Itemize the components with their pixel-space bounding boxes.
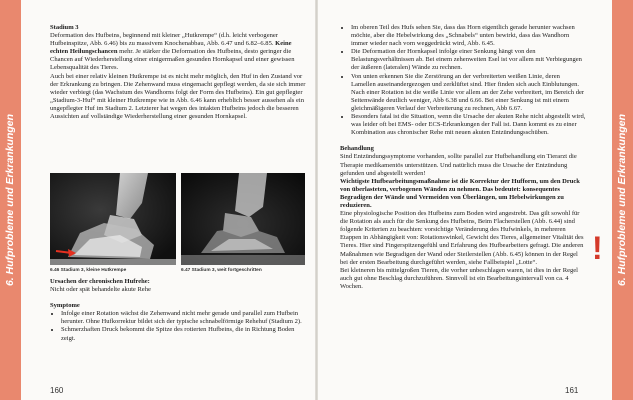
warning-exclamation-icon: ! [592, 230, 603, 266]
stage3-paragraph-2: Auch bei einer relativ kleinen Hutkrempe ist es nicht mehr möglich, den Huf in den Zustand vor der Erkrankung zu bringen. Die Zehenwand muss eingemacht gepflegt werden, da sie sich immer wieder verbiegt (das Wachstum des Wandhorns folgt der Form des Hufbeins). Ein gut gepflegter „Stadium-3-Huf“ mit kleiner Hutkrempe wie in Abb. 6.46 kann erheblich besser aussehen als ein ungepflegter Huf im Stadium 2. Letzterer hat wegen des intakten Hufbeins jedoch die besseren Aussichten auf vollständige Wiederherstellung einer gesunden Hornkapsel. [50, 72, 306, 121]
list-item: • Schmerzhaften Druck bekommt die Spitze des rotierten Hufbeins, die in Richtung Boden zeigt. [61, 326, 306, 342]
left-page-text [50, 24, 306, 121]
xray-image-advanced [181, 173, 305, 265]
list-item: • Von unten erkennen Sie die Zerstörung an der verbreiterten weißen Linie, deren Lamellen auseinandergezogen und zerklüftet sind. Hier finden sich auch Einblutungen. Nach einer Rotation ist die weiße Linie vor allem an der Zehe verbreitert, im Bereich der Seitenwände deutlich weniger, Abb 6.38 und 6.66. Bei einer Senkung ist mit einem gleichmäßigeren Verlauf der Verbreiterung zu rechnen, Abb 6.67. [351, 73, 586, 113]
list-item: • Die Deformation der Hornkapsel infolge einer Senkung hängt von den Belastungsverhältnissen ab. Bei einem zehenweiten Esel ist vor allem mit Verbiegungen der äußeren (lateralen) Wände zu rechnen. [351, 48, 586, 72]
chapter-tab-label: 6. Hufprobleme und Erkrankungen [4, 113, 16, 287]
left-page-lower-text [50, 278, 306, 343]
no-healing-emphasis: Keine echten Heilungschancen [50, 40, 292, 56]
stage3-heading: Stadium 3 [50, 24, 79, 31]
caption-6-46: 6.46 Stadium 3, kleine Hutkrempe [50, 268, 127, 273]
hoof-xray-drawing [50, 173, 176, 265]
xray-figures [50, 173, 305, 265]
list-item: • Im oberen Teil des Hufs sehen Sie, dass das Horn eigentlich gerade herunter wachsen möchte, aber die Hebelwirkung des „Schnabels“ unten bewirkt, dass das Wandhorn immer wieder nach vorn weggedrückt wird, Abb. 6.45. [351, 24, 586, 48]
symptoms-list [50, 310, 306, 342]
right-page-text [340, 24, 586, 291]
causes-text: Nicht oder spät behandelte akute Rehe [50, 286, 151, 294]
treatment-paragraph-1: Sind Entzündungssymptome vorhanden, sollte parallel zur Hufbehandlung ein Tierarzt die Therapie medikamentös unterstützen. Und natürlich muss die Ursache der Entzündung gefunden und abgestellt werden! [340, 153, 577, 177]
treatment-key-measure: Wichtigste Hufbearbeitungsmaßnahme ist die Korrektur der Hufform, um den Druck von überlasteten, verbogenen Wänden zu nehmen. Das bedeutet: konsequentes Begradigen der Wände und Vermeiden von Überlängen, um Hebelwirkungen zu reduzieren. [340, 177, 580, 209]
chapter-tab-label: 6. Hufprobleme und Erkrankungen [616, 113, 628, 287]
symptoms-list-continued [340, 24, 586, 137]
caption-6-47: 6.47 Stadium 3, weit fortgeschritten [181, 268, 262, 273]
treatment-paragraph-3: Bei kleineren bis mittelgroßen Tieren, die vorher unbeschlagen waren, ist dies in der Regel auch gut ohne Beschlag durchzuführen. Sinnvoll ist ein Bearbeitungsintervall von ca. 4 Wochen. [340, 266, 578, 290]
list-item: • Infolge einer Rotation wächst die Zehenwand nicht mehr gerade und parallel zum Hufbein herunter. Ohne Hufkorrektur bildet sich der typische schnabelförmige Rehehuf (Stadium 2). [61, 310, 306, 326]
causes-heading: Ursachen der chronischen Hufrehe: [50, 278, 150, 285]
book-gutter [315, 0, 318, 400]
stage3-paragraph: Deformation des Hufbeins, beginnend mit kleiner „Hutkrempe“ (d.h. leicht verbogener Hufbeinspitze, Abb. 6.46) bis zu massivem Knochenabbau, Abb. 6.47 und 6.82–6.85. Keine echten Heilungschancen mehr. Je stärker die Deformation des Hufbeins, desto geringer die Chancen auf Wiederherstellung einer einigermaßen gesunden Hornkapsel und einer gewissen Lebensqualität des Tieres. [50, 32, 295, 72]
chapter-tab-left [0, 0, 21, 400]
page-number-left: 160 [50, 386, 64, 395]
list-item: • Besonders fatal ist die Situation, wenn die Ursache der akuten Rehe nicht abgestellt wird, was leider oft bei EMS- oder ECS-Erkrankungen der Fall ist. Dann kommt es zu einer Kombination aus chronischer Rehe mit neuen akuten Entzündungsschüben. [351, 113, 586, 137]
treatment-paragraph-2: Eine physiologische Position des Hufbeins zum Boden wird angestrebt. Das gilt sowohl für die Rotation als auch für die Senkung des Hufbeins, Beim Flacherstellen (Abb. 6.44) sind folgende Kriterien zu beachten: vorsichtige Veränderung des Hufwinkels, in mehreren Etappen in Abhängigkeit von: Rotationswinkel, Gewicht des Tieres, allgemeiner Vitalität des Tieres. Hier sind Fingerspitzengefühl und Erfahrung des Hufbearbeiters gefragt. Die anderen Maßnahmen wie Begradigen der Wand oder Steilerstellen (Abb. 6.45) können in der Regel bei der ersten Bearbeitung durchgeführt werden, siehe Fallbeispiel „Lotte“. [340, 210, 584, 266]
symptoms-heading: Symptome [50, 302, 80, 310]
treatment-heading: Behandlung [340, 145, 374, 153]
xray-image-small-brim [50, 173, 176, 265]
chapter-tab-right [612, 0, 633, 400]
hoof-xray-drawing-2 [181, 173, 305, 265]
page-number-right: 161 [565, 386, 579, 395]
